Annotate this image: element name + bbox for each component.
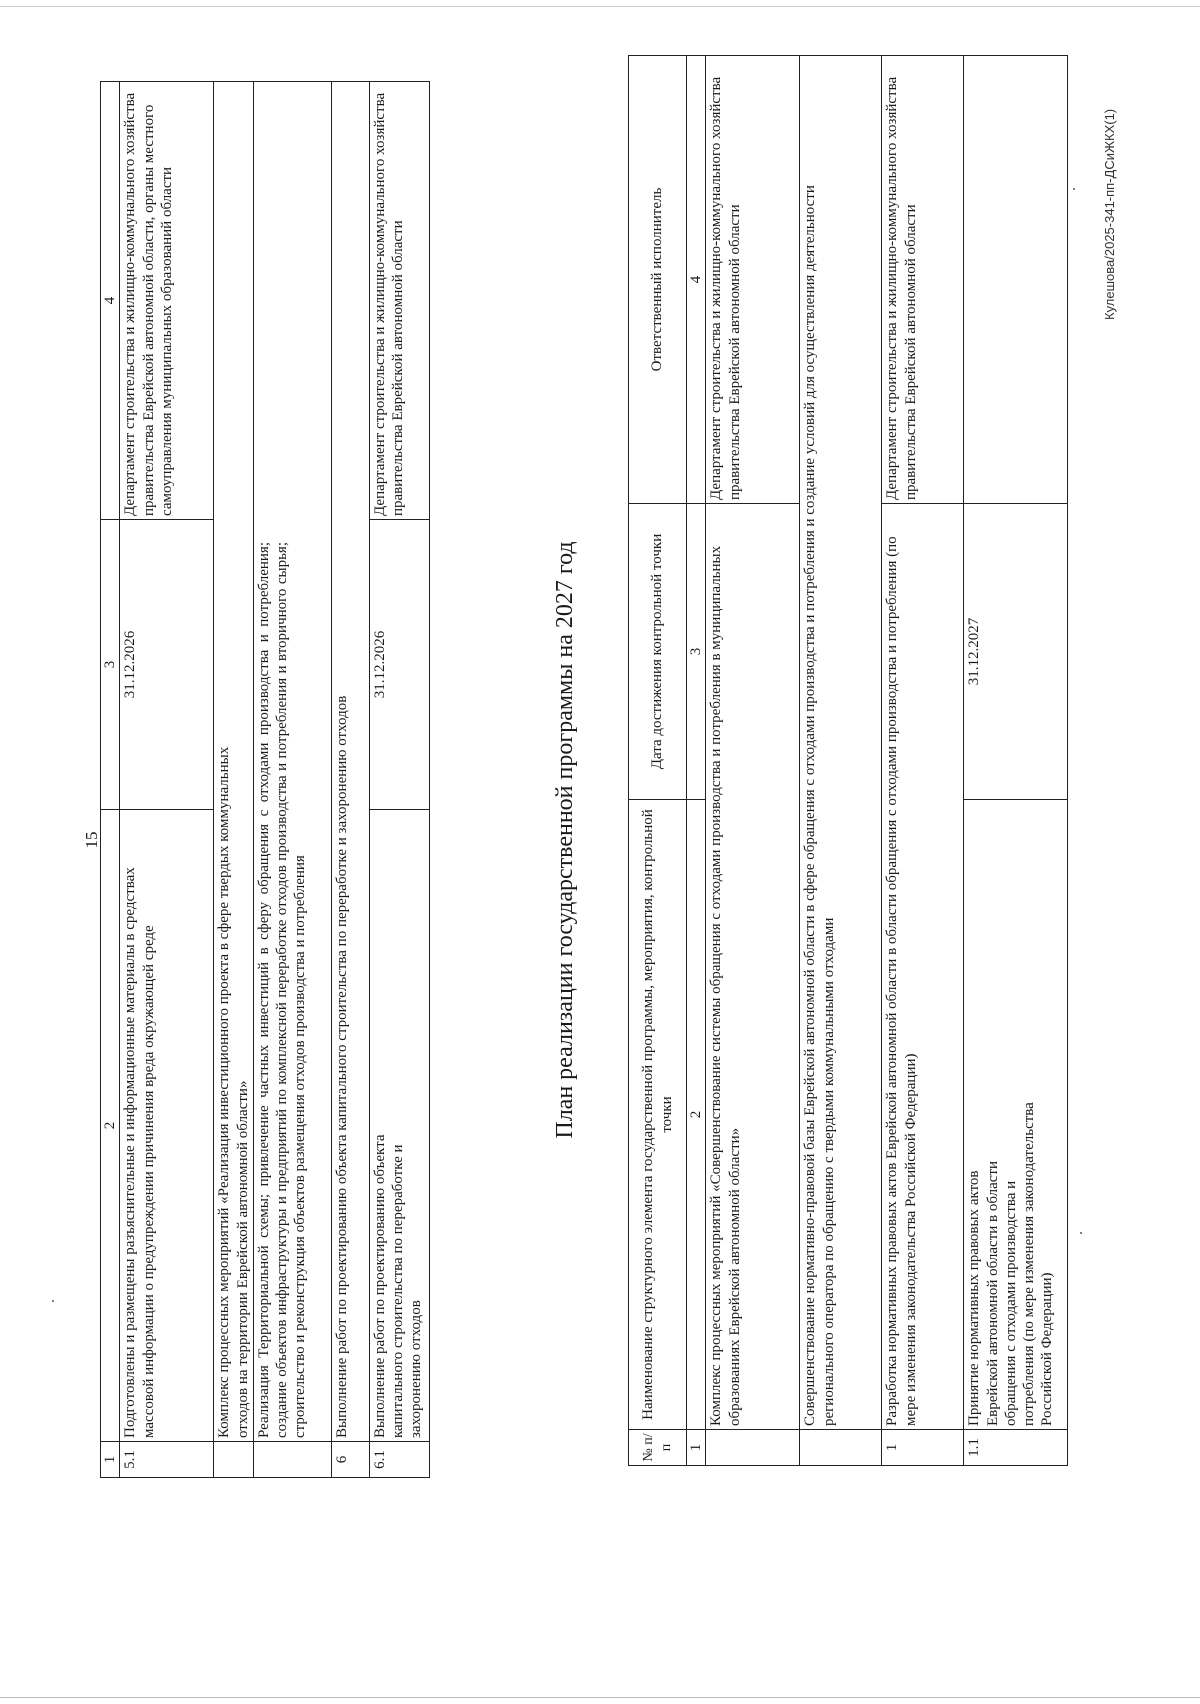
row-number: 5.1 bbox=[120, 1442, 214, 1478]
column-number: 4 bbox=[687, 56, 706, 504]
column-number-row bbox=[101, 82, 120, 1478]
scan-edge-top bbox=[0, 6, 1200, 7]
row-name: Принятие нормативных правовых актов Еврейской автономной области в области обращения с отходами производства и потребления (по мере изменения законодательства Российской Федерации) bbox=[964, 800, 1068, 1430]
table-row bbox=[369, 82, 429, 1478]
row-span-text: Комплекс процессных мероприятий «Совершенствование системы обращения с отходами производства и потребления в муниципальных образованиях Еврейской автономной области» bbox=[706, 504, 800, 1430]
row-number bbox=[800, 1430, 882, 1466]
row-name: Выполнение работ по проектированию объекта капитального строительства по переработке и захоронению отходов bbox=[369, 810, 429, 1442]
row-span-text: Комплекс процессных мероприятий «Реализация инвестиционного проекта в сфере твердых коммунальных отходов на территории Еврейской автономной области» bbox=[214, 82, 254, 1442]
row-number bbox=[214, 1442, 254, 1478]
page-number: 15 bbox=[82, 831, 101, 849]
column-number: 2 bbox=[101, 810, 120, 1442]
column-number: 3 bbox=[687, 504, 706, 800]
header-num: № п/п bbox=[629, 1430, 687, 1466]
row-number bbox=[706, 1430, 800, 1466]
table-row bbox=[120, 82, 214, 1478]
column-number: 3 bbox=[101, 520, 120, 810]
header-name: Наименование структурного элемента государственной программы, мероприятия, контрольной точки bbox=[629, 800, 687, 1430]
row-number bbox=[253, 1442, 331, 1478]
row-date: 31.12.2027 bbox=[964, 504, 1068, 800]
row-number: 1.1 bbox=[964, 1430, 1068, 1466]
table-row-span bbox=[331, 82, 369, 1478]
header-executor: Ответственный исполнитель bbox=[629, 56, 687, 504]
column-number: 4 bbox=[101, 82, 120, 520]
row-date: 31.12.2026 bbox=[120, 520, 214, 810]
table-row-executor bbox=[882, 56, 964, 1466]
column-number: 2 bbox=[687, 800, 706, 1430]
row-name: Подготовлены и размещены разъяснительные и информационные материалы в средствах массовой информации о предупреждении причинения вреда окружающей среде bbox=[120, 810, 214, 1442]
row-executor: Департамент строительства и жилищно-коммунального хозяйства правительства Еврейской автономной области bbox=[369, 82, 429, 520]
row-executor: Департамент строительства и жилищно-коммунального хозяйства правительства Еврейской автономной области, органы местного самоуправления муниципальных образований области bbox=[120, 82, 214, 520]
row-number: 1 bbox=[882, 1430, 964, 1466]
row-executor: Департамент строительства и жилищно-коммунального хозяйства правительства Еврейской автономной области bbox=[882, 56, 964, 504]
table-row-span bbox=[253, 82, 331, 1478]
row-span-text: Разработка нормативных правовых актов Еврейской автономной области в области обращения с отходами производства и потребления (по мере изменения законодательства Российской Федерации) bbox=[882, 504, 964, 1430]
plan-2027-table bbox=[628, 55, 1068, 1466]
rotated-document-page bbox=[20, 20, 1140, 1660]
table-row bbox=[964, 56, 1068, 1466]
document-footer-code: Кулешова/2025-341-пп-ДСиЖКХ(1) bbox=[1102, 108, 1117, 320]
column-number-row bbox=[687, 56, 706, 1466]
continuation-table bbox=[100, 81, 430, 1478]
row-span-text: Совершенствование нормативно-правовой базы Еврейской автономной области в сфере обращения с отходами производства и потребления и создание условий для осуществления деятельности регионального оператора по обращению с твердыми коммунальными отходами bbox=[800, 56, 882, 1430]
row-executor bbox=[964, 56, 1068, 504]
scan-edge-bottom bbox=[0, 1697, 1200, 1698]
header-date: Дата достижения контрольной точки bbox=[629, 504, 687, 800]
row-number: 6 bbox=[331, 1442, 369, 1478]
column-number: 1 bbox=[101, 1442, 120, 1478]
row-date: 31.12.2026 bbox=[369, 520, 429, 810]
table-row-executor bbox=[706, 56, 800, 1466]
row-span-text: Реализация Территориальной схемы; привлечение частных инвестиций в сферу обращения с отходами производства и потребления; создание объектов инфраструктуры и предприятий по комплексной переработке отходов производства и потребления и вторичного сырья; строительство и реконструкция объектов размещения отходов производства и потребления bbox=[253, 82, 331, 1442]
table-header-row bbox=[629, 56, 687, 1466]
plan-title: План реализации государственной программы на 2027 год bbox=[552, 541, 578, 1139]
column-number: 1 bbox=[687, 1430, 706, 1466]
table-row-span bbox=[800, 56, 882, 1466]
row-number: 6.1 bbox=[369, 1442, 429, 1478]
row-executor: Департамент строительства и жилищно-коммунального хозяйства правительства Еврейской автономной области bbox=[706, 56, 800, 504]
row-span-text: Выполнение работ по проектированию объекта капитального строительства по переработке и захоронению отходов bbox=[331, 82, 369, 1442]
table-row-span bbox=[214, 82, 254, 1478]
